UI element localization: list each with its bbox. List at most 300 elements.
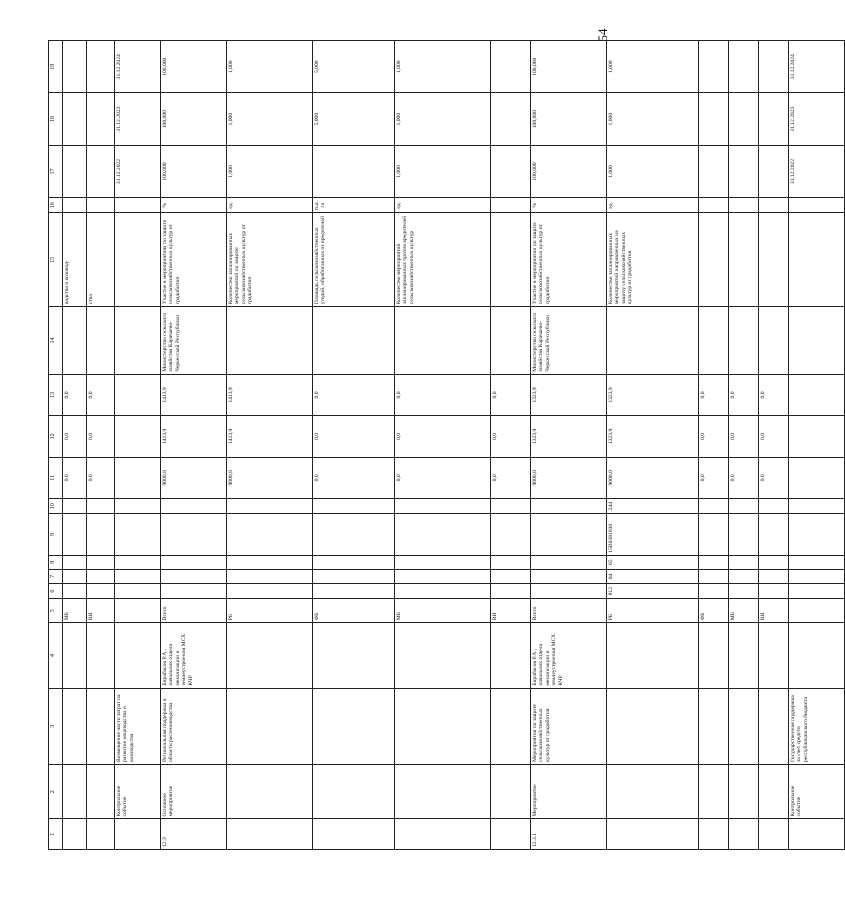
cell-col-9: [227, 514, 313, 555]
cell-col-1: [607, 819, 699, 850]
cell-col-9: [87, 514, 115, 555]
cell-col-15: Участие в мероприятии по защите сельскохозяйственных культур от градобития: [531, 213, 607, 307]
cell-col-10: [313, 499, 395, 514]
column-number-2: 2: [49, 764, 63, 819]
cell-col-19: 1,000: [607, 41, 699, 94]
cell-col-16: [491, 198, 531, 213]
table-row: [729, 41, 759, 850]
cell-col-5: ФБ: [699, 599, 729, 623]
cell-col-3: [227, 688, 313, 764]
cell-col-14: Министерство сельского хозяйства Карачаево-Черкесской Республики: [161, 307, 227, 375]
cell-col-14: [63, 307, 87, 375]
cell-col-17: 1,000: [395, 145, 491, 197]
cell-col-4: [729, 623, 759, 688]
cell-col-14: [491, 307, 531, 375]
cell-col-19: [491, 41, 531, 94]
cell-col-4: [759, 623, 789, 688]
cell-col-15: [759, 213, 789, 307]
cell-col-16: %: [531, 198, 607, 213]
cell-col-8: [395, 555, 491, 569]
cell-col-1: [789, 819, 845, 850]
cell-col-14: Министерство сельского хозяйства Карачаево-Черкесской Республики: [531, 307, 607, 375]
table-row: [531, 41, 607, 850]
cell-col-1: 12.3.1: [531, 819, 607, 850]
cell-col-3: [607, 688, 699, 764]
column-number-10: 10: [49, 499, 63, 514]
cell-col-7: [395, 569, 491, 583]
cell-col-10: [729, 499, 759, 514]
cell-col-3: [729, 688, 759, 764]
cell-col-3: Государственная поддержка за счет средств республиканского бюджета: [789, 688, 845, 764]
cell-col-13: 1413,9: [161, 374, 227, 415]
cell-col-18: 31.12.2023: [789, 93, 845, 145]
cell-col-15: водства и козовод-: [63, 213, 87, 307]
cell-col-9: [63, 514, 87, 555]
cell-col-6: [699, 584, 729, 599]
cell-col-7: [161, 569, 227, 583]
cell-col-3: [699, 688, 729, 764]
cell-col-16: %: [161, 198, 227, 213]
cell-col-17: 100,000: [161, 145, 227, 197]
cell-col-10: [63, 499, 87, 514]
cell-col-9: [699, 514, 729, 555]
cell-col-19: 1,000: [395, 41, 491, 94]
cell-col-13: 0,0: [759, 374, 789, 415]
column-number-7: 7: [49, 569, 63, 583]
page-number: 54: [595, 28, 610, 42]
table-row: [395, 41, 491, 850]
cell-col-8: [115, 555, 161, 569]
cell-col-2: [313, 764, 395, 819]
cell-col-11: 0,0: [395, 457, 491, 498]
cell-col-17: 1,000: [607, 145, 699, 197]
cell-col-11: 0,0: [87, 457, 115, 498]
column-number-3: 3: [49, 688, 63, 764]
table-row: [607, 41, 699, 850]
cell-col-7: 04: [607, 569, 699, 583]
column-number-19: 19: [49, 41, 63, 94]
cell-col-12: 0,0: [313, 416, 395, 457]
cell-col-16: [729, 198, 759, 213]
cell-col-16: тыс. га: [313, 198, 395, 213]
cell-col-15: [491, 213, 531, 307]
cell-col-2: Мероприятие: [531, 764, 607, 819]
cell-col-6: [491, 584, 531, 599]
cell-col-3: Возмещение части затрат на развитие овцеводства и козоводства: [115, 688, 161, 764]
cell-col-2: [759, 764, 789, 819]
cell-col-4: [87, 623, 115, 688]
cell-col-8: [491, 555, 531, 569]
cell-col-1: [395, 819, 491, 850]
cell-col-4: [313, 623, 395, 688]
cell-col-17: [729, 145, 759, 197]
column-number-14: 14: [49, 307, 63, 375]
cell-col-11: 0,0: [729, 457, 759, 498]
table-row: [161, 41, 227, 850]
cell-col-10: [699, 499, 729, 514]
cell-col-8: [531, 555, 607, 569]
cell-col-17: [313, 145, 395, 197]
cell-col-2: [699, 764, 729, 819]
cell-col-19: 5,000: [313, 41, 395, 94]
cell-col-3: Мероприятия по защите сельскохозяйственных культур от градобития: [531, 688, 607, 764]
cell-col-8: 05: [607, 555, 699, 569]
cell-col-5: [789, 599, 845, 623]
cell-col-17: [63, 145, 87, 197]
cell-col-12: 1413,9: [161, 416, 227, 457]
column-number-17: 17: [49, 145, 63, 197]
cell-col-18: 1,000: [227, 93, 313, 145]
cell-col-14: [699, 307, 729, 375]
cell-col-12: 1323,9: [607, 416, 699, 457]
cell-col-15: [115, 213, 161, 307]
cell-col-1: [63, 819, 87, 850]
cell-col-17: 31.12.2022: [789, 145, 845, 197]
cell-col-12: 0,0: [699, 416, 729, 457]
cell-col-10: 244: [607, 499, 699, 514]
cell-col-9: [531, 514, 607, 555]
cell-col-7: [789, 569, 845, 583]
table-row: [789, 41, 845, 850]
cell-col-19: [759, 41, 789, 94]
cell-col-14: [313, 307, 395, 375]
cell-col-19: 1,000: [227, 41, 313, 94]
column-number-1: 1: [49, 819, 63, 850]
cell-col-13: 0,0: [87, 374, 115, 415]
cell-col-11: 9000,8: [161, 457, 227, 498]
cell-col-14: [115, 307, 161, 375]
cell-col-15: [729, 213, 759, 307]
cell-col-4: [63, 623, 87, 688]
cell-col-11: 0,0: [759, 457, 789, 498]
cell-col-4: [491, 623, 531, 688]
cell-col-11: [789, 457, 845, 498]
table-row: [313, 41, 395, 850]
cell-col-1: [115, 819, 161, 850]
cell-col-10: [759, 499, 789, 514]
column-number-12: 12: [49, 416, 63, 457]
cell-col-5: ФБ: [313, 599, 395, 623]
cell-col-8: [87, 555, 115, 569]
column-number-16: 16: [49, 198, 63, 213]
cell-col-8: [63, 555, 87, 569]
cell-col-5: Всего: [531, 599, 607, 623]
cell-col-18: 1,000: [607, 93, 699, 145]
cell-col-6: [729, 584, 759, 599]
cell-col-18: [699, 93, 729, 145]
cell-col-12: 1323,9: [531, 416, 607, 457]
cell-col-4: [607, 623, 699, 688]
cell-col-2: [395, 764, 491, 819]
cell-col-15: Участие в мероприятиях по защите сельскохозяйственных культур от градобития: [161, 213, 227, 307]
cell-col-6: [227, 584, 313, 599]
cell-col-9: [789, 514, 845, 555]
cell-col-12: 0,0: [395, 416, 491, 457]
cell-col-13: 0,0: [313, 374, 395, 415]
cell-col-7: [699, 569, 729, 583]
cell-col-3: [491, 688, 531, 764]
cell-col-13: [115, 374, 161, 415]
column-number-4: 4: [49, 623, 63, 688]
cell-col-7: [729, 569, 759, 583]
cell-col-1: [699, 819, 729, 850]
cell-col-19: 100,000: [161, 41, 227, 94]
cell-col-3: [87, 688, 115, 764]
cell-col-16: [699, 198, 729, 213]
cell-col-15: Количество запланированных мероприятий направленных на защиту сельскохозяйственных культур от градобития: [607, 213, 699, 307]
cell-col-12: 1413,9: [227, 416, 313, 457]
cell-col-2: [607, 764, 699, 819]
cell-col-6: [789, 584, 845, 599]
cell-col-17: 31.12.2022: [115, 145, 161, 197]
cell-col-4: [395, 623, 491, 688]
cell-col-7: [115, 569, 161, 583]
cell-col-2: [227, 764, 313, 819]
cell-col-18: [759, 93, 789, 145]
cell-col-19: [87, 41, 115, 94]
cell-col-13: 1323,9: [607, 374, 699, 415]
cell-col-11: 0,0: [699, 457, 729, 498]
rotated-table-wrapper: [48, 40, 809, 850]
cell-col-5: Всего: [161, 599, 227, 623]
cell-col-13: 0,0: [491, 374, 531, 415]
cell-col-11: [115, 457, 161, 498]
cell-col-17: [87, 145, 115, 197]
cell-col-5: ВИ: [491, 599, 531, 623]
cell-col-15: [699, 213, 729, 307]
cell-col-17: [699, 145, 729, 197]
cell-col-2: [729, 764, 759, 819]
cell-col-14: [227, 307, 313, 375]
cell-col-2: [63, 764, 87, 819]
cell-col-16: [115, 198, 161, 213]
cell-col-5: [115, 599, 161, 623]
cell-col-17: 1,000: [227, 145, 313, 197]
cell-col-1: [87, 819, 115, 850]
cell-col-13: 0,0: [699, 374, 729, 415]
column-number-5: 5: [49, 599, 63, 623]
cell-col-16: [789, 198, 845, 213]
cell-col-4: [699, 623, 729, 688]
cell-col-15: ства: [87, 213, 115, 307]
cell-col-3: [313, 688, 395, 764]
cell-col-6: [531, 584, 607, 599]
cell-col-2: [87, 764, 115, 819]
cell-col-1: [313, 819, 395, 850]
cell-col-9: [115, 514, 161, 555]
cell-col-2: Основное мероприятие: [161, 764, 227, 819]
cell-col-11: 9000,0: [607, 457, 699, 498]
cell-col-16: [87, 198, 115, 213]
cell-col-6: [395, 584, 491, 599]
table-row: [63, 41, 87, 850]
cell-col-7: [531, 569, 607, 583]
cell-col-7: [759, 569, 789, 583]
cell-col-12: 0,0: [759, 416, 789, 457]
cell-col-19: 100,000: [531, 41, 607, 94]
cell-col-18: 5,000: [313, 93, 395, 145]
cell-col-19: 31.12.2024: [115, 41, 161, 94]
column-number-row: [49, 41, 63, 850]
column-number-13: 13: [49, 374, 63, 415]
cell-col-17: [759, 145, 789, 197]
cell-col-8: [789, 555, 845, 569]
cell-col-9: [759, 514, 789, 555]
cell-col-3: [395, 688, 491, 764]
cell-col-1: [729, 819, 759, 850]
cell-col-5: ВИ: [87, 599, 115, 623]
cell-col-6: [759, 584, 789, 599]
column-number-8: 8: [49, 555, 63, 569]
cell-col-13: 0,0: [729, 374, 759, 415]
column-number-6: 6: [49, 584, 63, 599]
table-row: [491, 41, 531, 850]
cell-col-7: [227, 569, 313, 583]
cell-col-1: [227, 819, 313, 850]
cell-col-19: [729, 41, 759, 94]
cell-col-5: РБ: [227, 599, 313, 623]
cell-col-5: МБ: [729, 599, 759, 623]
cell-col-8: [699, 555, 729, 569]
cell-col-12: 0,0: [729, 416, 759, 457]
cell-col-9: [491, 514, 531, 555]
cell-col-18: 100,000: [531, 93, 607, 145]
cell-col-9: [161, 514, 227, 555]
cell-col-10: [531, 499, 607, 514]
table-row: [699, 41, 729, 850]
cell-col-13: 0,0: [395, 374, 491, 415]
cell-col-10: [395, 499, 491, 514]
cell-col-4: [227, 623, 313, 688]
cell-col-11: 9000,0: [531, 457, 607, 498]
cell-col-5: МБ: [395, 599, 491, 623]
cell-col-13: 1323,9: [531, 374, 607, 415]
cell-col-6: [115, 584, 161, 599]
cell-col-2: Контрольное событие: [115, 764, 161, 819]
cell-col-10: [227, 499, 313, 514]
table-row: [227, 41, 313, 850]
column-number-18: 18: [49, 93, 63, 145]
cell-col-13: [789, 374, 845, 415]
cell-col-16: ед.: [607, 198, 699, 213]
cell-col-10: [491, 499, 531, 514]
cell-col-16: ед.: [395, 198, 491, 213]
cell-col-3: Региональная поддержка в области растениеводства: [161, 688, 227, 764]
cell-col-10: [87, 499, 115, 514]
cell-col-11: 0,0: [63, 457, 87, 498]
cell-col-14: [789, 307, 845, 375]
cell-col-9: 15В0381830: [607, 514, 699, 555]
table-row: [115, 41, 161, 850]
cell-col-7: [87, 569, 115, 583]
cell-col-6: 812: [607, 584, 699, 599]
cell-col-17: 100,000: [531, 145, 607, 197]
cell-col-5: РБ: [607, 599, 699, 623]
cell-col-1: 12.3: [161, 819, 227, 850]
cell-col-8: [227, 555, 313, 569]
cell-col-4: Бирабасов Р.А., начальник отдела механизации и землеустроения МСХ КЧР: [161, 623, 227, 688]
cell-col-15: Количество мероприятий запланированных против вредителей сельскохозяйственных культур: [395, 213, 491, 307]
cell-col-11: 9000,8: [227, 457, 313, 498]
cell-col-1: [759, 819, 789, 850]
cell-col-4: Бирабасов Р.А., начальник отдела механизации и землеустроения МСХ КЧР: [531, 623, 607, 688]
cell-col-14: [759, 307, 789, 375]
cell-col-13: 0,0: [63, 374, 87, 415]
cell-col-4: [115, 623, 161, 688]
cell-col-16: [63, 198, 87, 213]
column-number-9: 9: [49, 514, 63, 555]
cell-col-5: ВИ: [759, 599, 789, 623]
cell-col-12: 0,0: [87, 416, 115, 457]
cell-col-14: [607, 307, 699, 375]
cell-col-19: [699, 41, 729, 94]
cell-col-7: [63, 569, 87, 583]
cell-col-15: Площадь сельскохозяйственных угодий, обработанных от вредителей: [313, 213, 395, 307]
cell-col-13: 1413,9: [227, 374, 313, 415]
cell-col-18: [491, 93, 531, 145]
cell-col-10: [115, 499, 161, 514]
cell-col-18: [729, 93, 759, 145]
cell-col-2: [491, 764, 531, 819]
cell-col-7: [313, 569, 395, 583]
cell-col-10: [789, 499, 845, 514]
cell-col-6: [63, 584, 87, 599]
program-table: [48, 40, 845, 850]
cell-col-7: [491, 569, 531, 583]
cell-col-18: [87, 93, 115, 145]
cell-col-8: [759, 555, 789, 569]
table-row: [759, 41, 789, 850]
cell-col-15: [789, 213, 845, 307]
cell-col-3: [63, 688, 87, 764]
cell-col-19: 31.12.2024: [789, 41, 845, 94]
column-number-11: 11: [49, 457, 63, 498]
cell-col-11: 0,0: [313, 457, 395, 498]
cell-col-9: [313, 514, 395, 555]
cell-col-8: [313, 555, 395, 569]
cell-col-12: 0,0: [491, 416, 531, 457]
cell-col-9: [729, 514, 759, 555]
cell-col-5: МБ: [63, 599, 87, 623]
cell-col-18: [63, 93, 87, 145]
cell-col-19: [63, 41, 87, 94]
cell-col-14: [729, 307, 759, 375]
cell-col-6: [313, 584, 395, 599]
cell-col-16: ед.: [227, 198, 313, 213]
cell-col-12: 0,0: [63, 416, 87, 457]
cell-col-8: [161, 555, 227, 569]
cell-col-9: [395, 514, 491, 555]
cell-col-15: Количество запланированных мероприятий по защите сельскохозяйственных культур от градобития: [227, 213, 313, 307]
cell-col-1: [491, 819, 531, 850]
cell-col-17: [491, 145, 531, 197]
cell-col-10: [161, 499, 227, 514]
cell-col-14: [395, 307, 491, 375]
cell-col-16: [759, 198, 789, 213]
cell-col-8: [729, 555, 759, 569]
cell-col-14: [87, 307, 115, 375]
cell-col-11: 0,0: [491, 457, 531, 498]
cell-col-4: [789, 623, 845, 688]
cell-col-6: [87, 584, 115, 599]
cell-col-2: Контрольное событие: [789, 764, 845, 819]
cell-col-18: 100,000: [161, 93, 227, 145]
cell-col-18: 1,000: [395, 93, 491, 145]
cell-col-3: [759, 688, 789, 764]
cell-col-12: [115, 416, 161, 457]
column-number-15: 15: [49, 213, 63, 307]
table-row: [87, 41, 115, 850]
